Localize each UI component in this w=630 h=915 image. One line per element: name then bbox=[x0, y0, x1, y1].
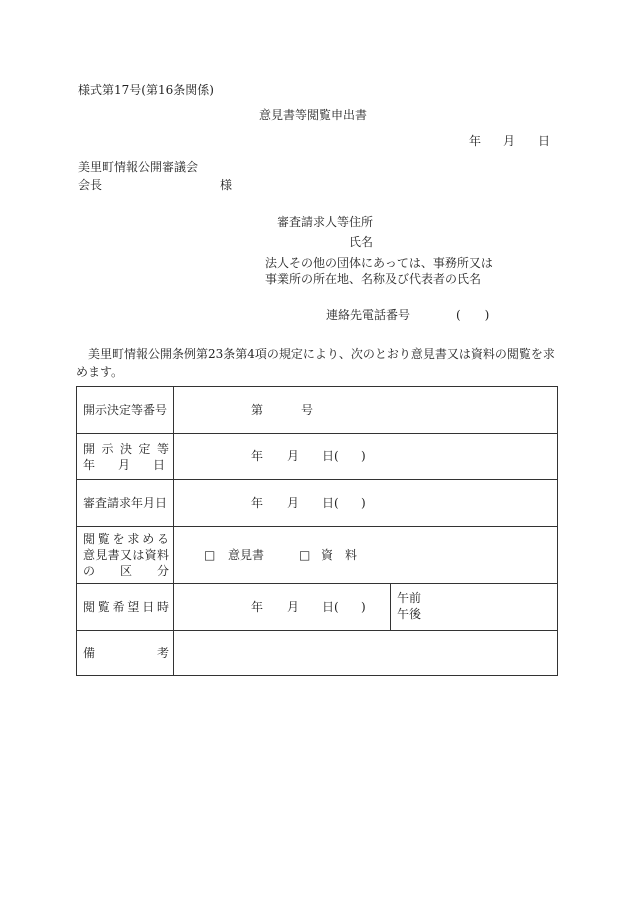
label-cell bbox=[77, 434, 174, 480]
addressee-org: 美里町情報公開審議会 bbox=[78, 160, 199, 174]
viewing-time-field[interactable] bbox=[391, 584, 558, 631]
go-char: 号 bbox=[301, 403, 314, 417]
request-text-line2: めます。 bbox=[76, 365, 124, 379]
form-number: 様式第17号(第16条関係) bbox=[78, 83, 214, 97]
day-unit: 日( bbox=[322, 496, 339, 510]
page-title: 意見書等閲覧申出書 bbox=[259, 108, 368, 122]
request-text-line1: 美里町情報公開条例第23条第4項の規定により、次のとおり意見書又は資料の閲覧を求 bbox=[88, 347, 555, 361]
remarks-label: 備 考 bbox=[83, 646, 169, 660]
opinion-option-label: 意見書 bbox=[228, 548, 265, 562]
review-request-date-field[interactable] bbox=[174, 480, 558, 527]
decision-number-field[interactable] bbox=[174, 387, 558, 434]
category-label-line2: 意 見 書 又 は 資 料 bbox=[83, 548, 169, 562]
phone-paren: ( ) bbox=[456, 308, 490, 322]
materials-option-label: 資 料 bbox=[321, 548, 358, 562]
table-row bbox=[77, 527, 558, 584]
table-row bbox=[77, 480, 558, 527]
label-cell bbox=[77, 584, 174, 631]
label-cell bbox=[77, 527, 174, 584]
label-cell bbox=[77, 387, 174, 434]
paren-close: ) bbox=[361, 496, 366, 510]
opinion-checkbox[interactable]: □ bbox=[204, 548, 216, 562]
decision-number-label: 開示決定等番号 bbox=[83, 403, 168, 417]
paren-close: ) bbox=[361, 449, 366, 463]
label-cell bbox=[77, 631, 174, 676]
day-unit: 日( bbox=[322, 600, 339, 614]
year-unit: 年 bbox=[251, 600, 264, 614]
review-request-date-label: 審査請求年月日 bbox=[83, 496, 168, 510]
year-unit: 年 bbox=[469, 134, 482, 148]
pm-label: 午後 bbox=[397, 607, 422, 621]
day-unit: 日 bbox=[538, 134, 551, 148]
corporate-note-line1: 法人その他の団体にあっては、事務所又は bbox=[265, 256, 493, 270]
month-unit: 月 bbox=[287, 449, 300, 463]
corporate-note-line2: 事業所の所在地、名称及び代表者の氏名 bbox=[265, 272, 482, 286]
month-unit: 月 bbox=[287, 496, 300, 510]
name-label: 氏名 bbox=[349, 235, 374, 249]
category-field bbox=[174, 527, 558, 584]
phone-label: 連絡先電話番号 bbox=[326, 308, 411, 322]
month-unit: 月 bbox=[503, 134, 516, 148]
category-label-line1: 閲 覧 を 求 め る bbox=[83, 532, 169, 546]
viewing-date-field[interactable] bbox=[174, 584, 391, 631]
label-cell bbox=[77, 480, 174, 527]
decision-date-label-line2: 年 月 日 bbox=[83, 457, 165, 472]
year-unit: 年 bbox=[251, 496, 264, 510]
decision-date-label-line1: 開 示 決 定 等 bbox=[83, 441, 169, 456]
year-unit: 年 bbox=[251, 449, 264, 463]
table-row bbox=[77, 434, 558, 480]
decision-date-field[interactable] bbox=[174, 434, 558, 480]
address-label: 審査請求人等住所 bbox=[277, 215, 374, 229]
month-unit: 月 bbox=[287, 600, 300, 614]
addressee-role: 会長 bbox=[78, 178, 103, 192]
materials-checkbox[interactable]: □ bbox=[299, 548, 311, 562]
request-table bbox=[76, 386, 558, 676]
addressee-honorific: 様 bbox=[220, 178, 233, 192]
table-row bbox=[77, 631, 558, 676]
table-row bbox=[77, 584, 558, 631]
day-unit: 日( bbox=[322, 449, 339, 463]
category-label-line3: の 区 分 bbox=[83, 564, 169, 578]
table-row bbox=[77, 387, 558, 434]
remarks-field[interactable] bbox=[174, 631, 558, 676]
am-label: 午前 bbox=[397, 591, 422, 605]
dai-char: 第 bbox=[251, 403, 264, 417]
viewing-datetime-label: 閲 覧 希 望 日 時 bbox=[83, 600, 169, 614]
paren-close: ) bbox=[361, 600, 366, 614]
